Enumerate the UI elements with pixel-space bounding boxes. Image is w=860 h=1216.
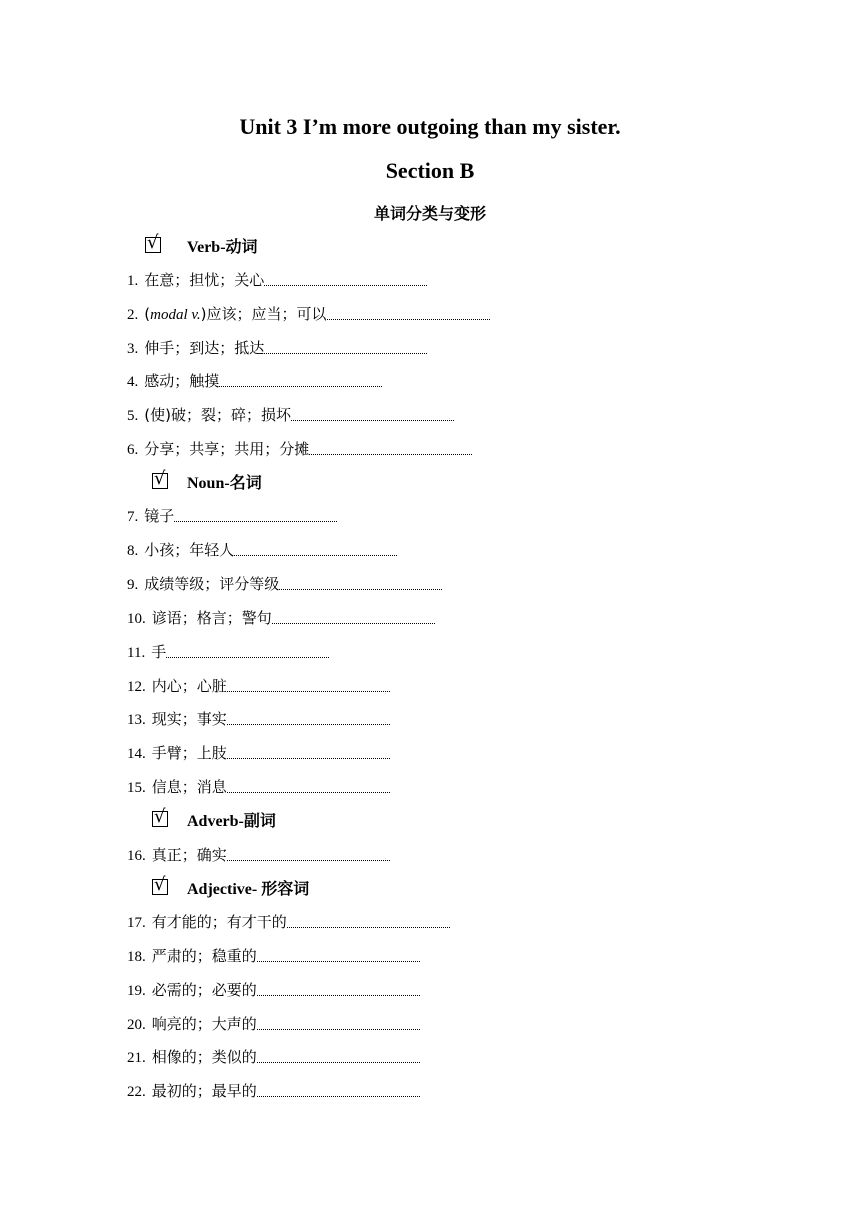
answer-blank[interactable] [219, 385, 382, 387]
answer-blank[interactable] [279, 588, 442, 590]
list-item: 6. 分享；共享；共用；分摊 [127, 437, 472, 459]
answer-blank[interactable] [234, 554, 397, 556]
checkbox-icon: √ [152, 811, 168, 827]
list-item: 5. (使)破；裂；碎；损坏 [127, 403, 454, 425]
list-item: 4. 感动；触摸 [127, 369, 382, 391]
checkbox-icon: √ [145, 237, 161, 253]
list-item: 20. 响亮的；大声的 [127, 1012, 420, 1034]
list-item: 21. 相像的；类似的 [127, 1045, 420, 1067]
list-item: 10. 谚语；格言；警句 [127, 606, 435, 628]
list-item: 12. 内心；心脏 [127, 674, 390, 696]
subtitle: 单词分类与变形 [373, 204, 486, 223]
category-noun [152, 470, 262, 492]
answer-blank[interactable] [264, 284, 427, 286]
section-heading: Section B [385, 158, 475, 183]
answer-blank[interactable] [257, 994, 420, 996]
list-item: 18. 严肃的；稳重的 [127, 944, 420, 966]
answer-blank[interactable] [257, 1061, 420, 1063]
answer-blank[interactable] [291, 419, 454, 421]
answer-blank[interactable] [272, 622, 435, 624]
answer-blank[interactable] [227, 723, 390, 725]
answer-blank[interactable] [227, 690, 390, 692]
answer-blank[interactable] [257, 960, 420, 962]
list-item: 13. 现实；事实 [127, 707, 390, 729]
answer-blank[interactable] [174, 520, 337, 522]
category-label: Adverb-副词 [187, 810, 276, 830]
list-item: 22. 最初的；最早的 [127, 1079, 420, 1101]
document-title: Unit 3 I’m more outgoing than my sister. [239, 114, 621, 139]
list-item: 3. 伸手；到达；抵达 [127, 336, 427, 358]
category-adverb [152, 808, 276, 830]
list-item: 2. (modal v.)应该；应当；可以 [127, 302, 490, 324]
category-label: Noun-名词 [187, 472, 262, 492]
list-item: 16. 真正；确实 [127, 843, 390, 865]
answer-blank[interactable] [257, 1028, 420, 1030]
checkbox-icon: √ [152, 879, 168, 895]
answer-blank[interactable] [327, 318, 490, 320]
checkbox-icon: √ [152, 473, 168, 489]
list-item: 19. 必需的；必要的 [127, 978, 420, 1000]
list-item: 1. 在意；担忧；关心 [127, 268, 427, 290]
answer-blank[interactable] [287, 926, 450, 928]
list-item: 14. 手臂；上肢 [127, 741, 390, 763]
answer-blank[interactable] [257, 1095, 420, 1097]
answer-blank[interactable] [309, 453, 472, 455]
answer-blank[interactable] [166, 656, 329, 658]
list-item: 9. 成绩等级；评分等级 [127, 572, 442, 594]
list-item: 17. 有才能的；有才干的 [127, 910, 450, 932]
category-adjective [152, 876, 309, 898]
answer-blank[interactable] [227, 757, 390, 759]
category-label: Verb-动词 [187, 236, 258, 256]
list-item: 7. 镜子 [127, 504, 337, 526]
list-item: 8. 小孩；年轻人 [127, 538, 397, 560]
list-item: 11. 手 [127, 640, 329, 662]
answer-blank[interactable] [227, 859, 390, 861]
category-label: Adjective- 形容词 [187, 878, 310, 898]
list-item: 15. 信息；消息 [127, 775, 390, 797]
answer-blank[interactable] [264, 352, 427, 354]
category-verb [145, 234, 258, 256]
answer-blank[interactable] [227, 791, 390, 793]
